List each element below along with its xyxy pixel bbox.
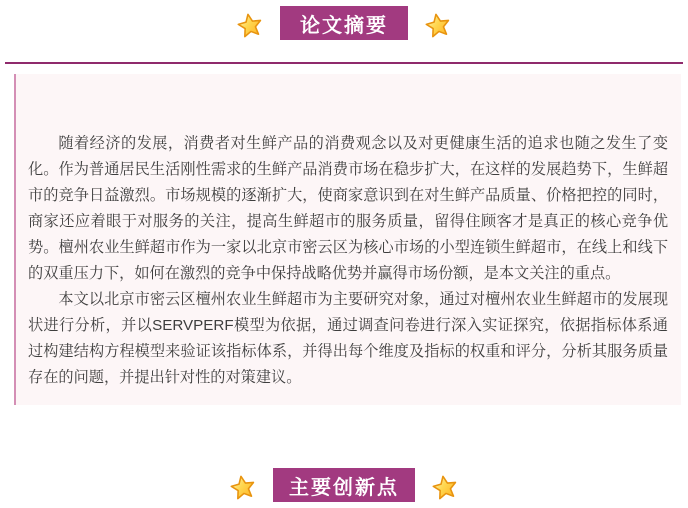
abstract-box (14, 74, 681, 405)
star-icon (234, 9, 266, 41)
abstract-paragraph-2: 本文以北京市密云区檀州农业生鲜超市为主要研究对象，通过对檀州农业生鲜超市的发展现状进行分析，并以SERVPERF模型为依据，通过调查问卷进行深入实证探究，依据指标体系通过构建结构方程模型来验证该指标体系，并得出每个维度及指标的权重和评分，分析其服务质量存在的问题，并提出针对性的对策建议。 (28, 291, 668, 386)
footer-title-row (0, 468, 688, 502)
star-icon (227, 471, 259, 503)
section-title-abstract: 论文摘要 (280, 6, 408, 40)
section-title-innovations: 主要创新点 (273, 468, 415, 502)
header-title-row (0, 6, 688, 40)
divider-rule (5, 62, 683, 64)
star-icon (422, 9, 454, 41)
abstract-paragraph-1: 随着经济的发展，消费者对生鲜产品的消费观念以及对更健康生活的追求也随之发生了变化。作为普通居民生活刚性需求的生鲜产品消费市场在稳步扩大，在这样的发展趋势下，生鲜超市的竞争日益激烈。市场规模的逐渐扩大，使商家意识到在对生鲜产品质量、价格把控的同时，商家还应着眼于对服务的关注，提高生鲜超市的服务质量，留得住顾客才是真正的核心竞争优势。檀州农业生鲜超市作为一家以北京市密云区为核心市场的小型连锁生鲜超市，在线上和线下的双重压力下，如何在激烈的竞争中保持战略优势并赢得市场份额，是本文关注的重点。 (28, 135, 668, 282)
star-icon (429, 471, 461, 503)
